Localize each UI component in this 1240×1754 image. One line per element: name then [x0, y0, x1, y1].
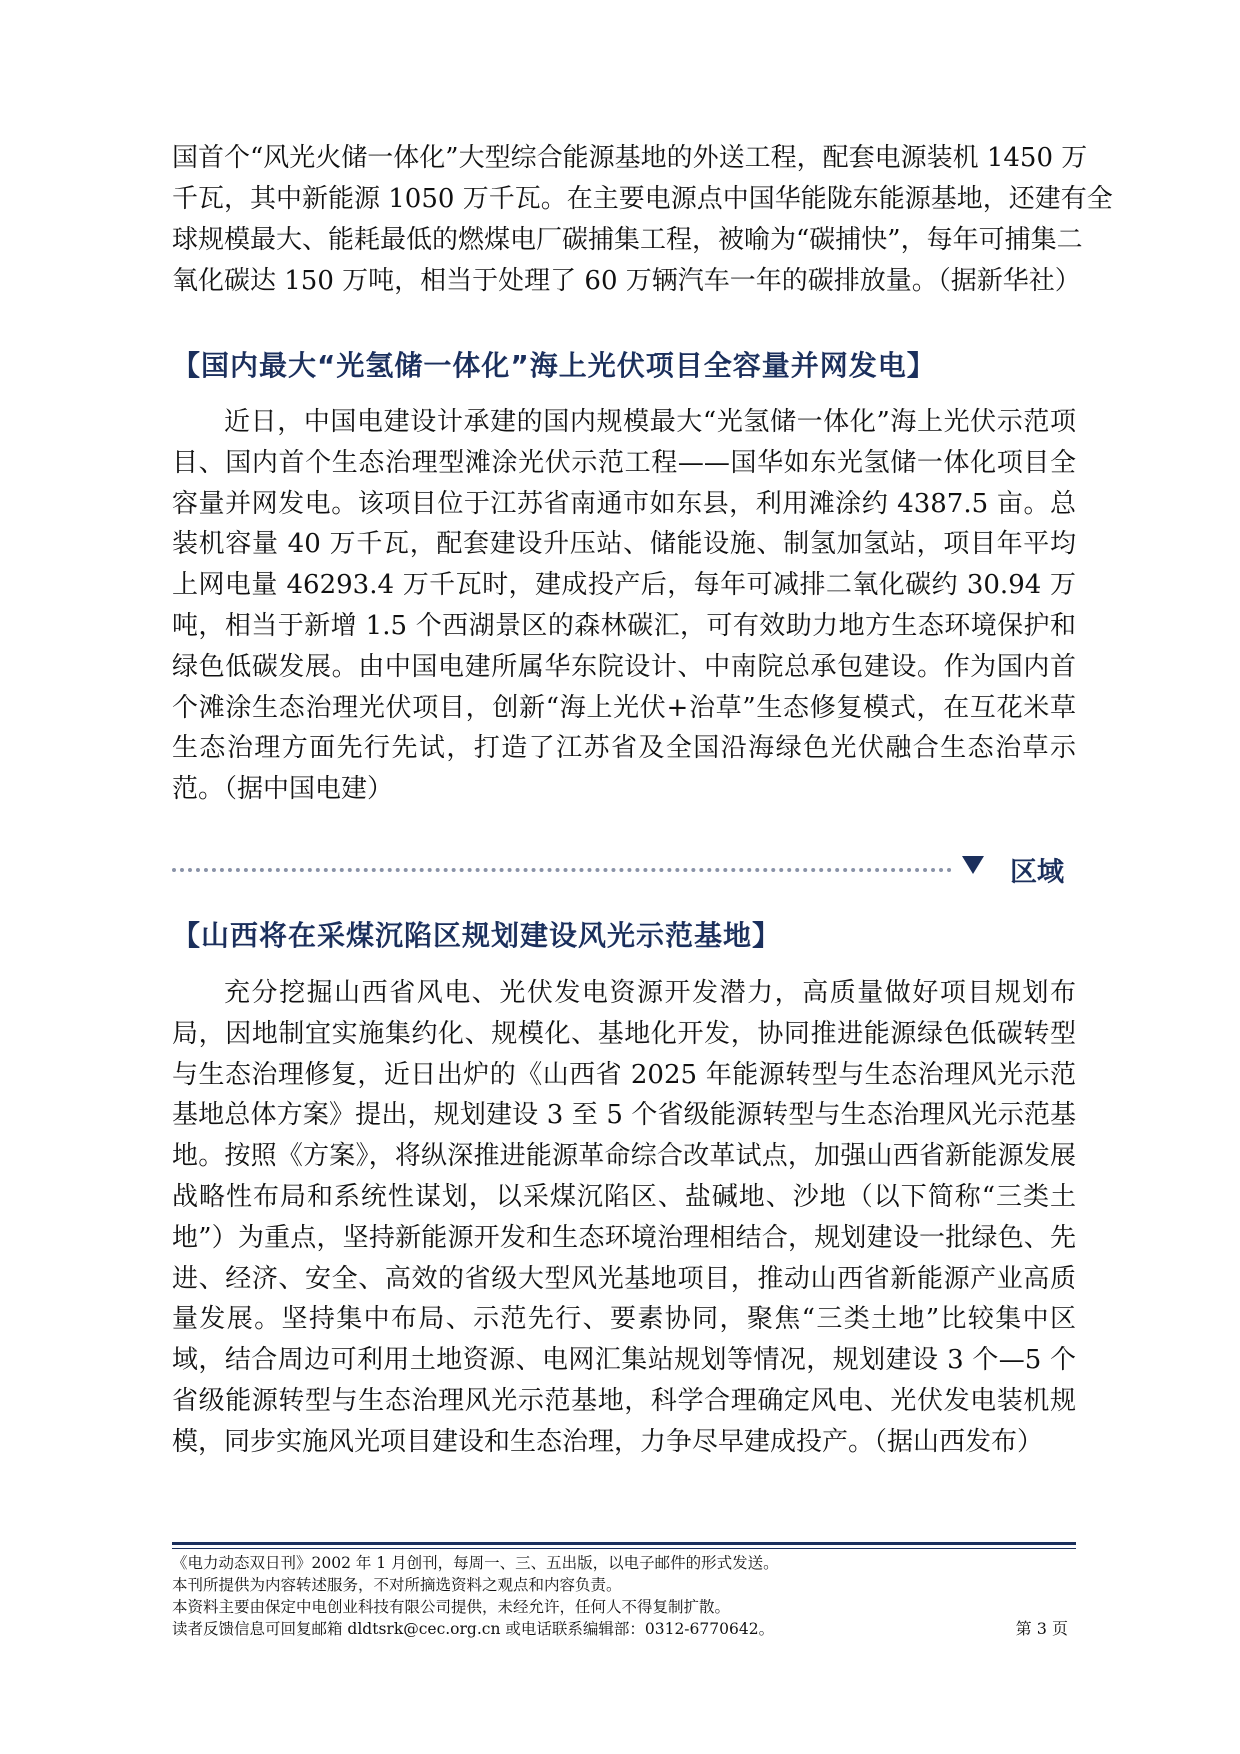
article-heading: 【国内最大“光氢储一体化”海上光伏项目全容量并网发电】 — [172, 349, 936, 382]
section-label: 区域 — [1010, 857, 1064, 888]
article-body: 近日，中国电建设计承建的国内规模最大“光氢储一体化”海上光伏示范项目、国内首个生态治理型滩涂光伏示范工程——国华如东光氢储一体化项目全容量并网发电。该项目位于江苏省南通市如东县，利用滩涂约 4387.5 亩。总装机容量 40 万千瓦，配套建设升压站、储能设施、制氢加氢站，项目年平均上网电量 46293.4 万千瓦时，建成投产后，每年可减排二氧化碳约 30.94 万吨，相当于新增 1.5 个西湖景区的森林碳汇，可有效助力地方生态环境保护和绿色低碳发展。由中国电建所属华东院设计、中南院总承包建设。作为国内首个滩涂生态治理光伏项目，创新“海上光伏+治草”生态修复模式，在互花米草生态治理方面先行先试，打造了江苏省及全国沿海绿色光伏融合生态治草示范。（据中国电建） — [172, 407, 1076, 805]
footer-line: 《电力动态双日刊》2002 年 1 月创刊，每周一、三、五出版，以电子邮件的形式发送。 — [172, 1554, 779, 1572]
footer-line: 读者反馈信息可回复邮箱 dldtsrk@cec.org.cn 或电话联系编辑部：0312-6770642。 — [172, 1620, 775, 1638]
paragraph-line: 氧化碳达 150 万吨，相当于处理了 60 万辆汽车一年的碳排放量。（据新华社） — [172, 266, 1081, 296]
triangle-down-icon — [962, 856, 984, 874]
paragraph-line: 球规模最大、能耗最低的燃煤电厂碳捕集工程，被喻为“碳捕快”，每年可捕集二 — [172, 225, 1083, 255]
paragraph-line: 千瓦，其中新能源 1050 万千瓦。在主要电源点中国华能陇东能源基地，还建有全 — [172, 184, 1113, 214]
footer-rule — [172, 1542, 1076, 1545]
paragraph-line: 国首个“风光火储一体化”大型综合能源基地的外送工程，配套电源装机 1450 万 — [172, 143, 1088, 173]
page-number: 第 3 页 — [1015, 1619, 1068, 1638]
footer-line: 本资料主要由保定中电创业科技有限公司提供，未经允许，任何人不得复制扩散。 — [172, 1598, 731, 1616]
section-divider — [172, 850, 1076, 890]
article-body: 充分挖掘山西省风电、光伏发电资源开发潜力，高质量做好项目规划布局，因地制宜实施集约化、规模化、基地化开发，协同推进能源绿色低碳转型与生态治理修复，近日出炉的《山西省 2025 年能源转型与生态治理风光示范基地总体方案》提出，规划建设 3 至 5 个省级能源转型与生态治理风光示范基地。按照《方案》，将纵深推进能源革命综合改革试点，加强山西省新能源发展战略性布局和系统性谋划，以采煤沉陷区、盐碱地、沙地（以下简称“三类土地”）为重点，坚持新能源开发和生态环境治理相结合，规划建设一批绿色、先进、经济、安全、高效的省级大型风光基地项目，推动山西省新能源产业高质量发展。坚持集中布局、示范先行、要素协同，聚焦“三类土地”比较集中区域，结合周边可利用土地资源、电网汇集站规划等情况，规划建设 3 个—5 个省级能源转型与生态治理风光示范基地，科学合理确定风电、光伏发电装机规模，同步实施风光项目建设和生态治理，力争尽早建成投产。（据山西发布） — [172, 978, 1076, 1457]
article-heading: 【山西将在采煤沉陷区规划建设风光示范基地】 — [172, 919, 782, 952]
dotted-rule — [172, 868, 952, 872]
footer-rule-thin — [172, 1548, 1076, 1549]
footer-line: 本刊所提供为内容转述服务，不对所摘选资料之观点和内容负责。 — [172, 1576, 622, 1594]
